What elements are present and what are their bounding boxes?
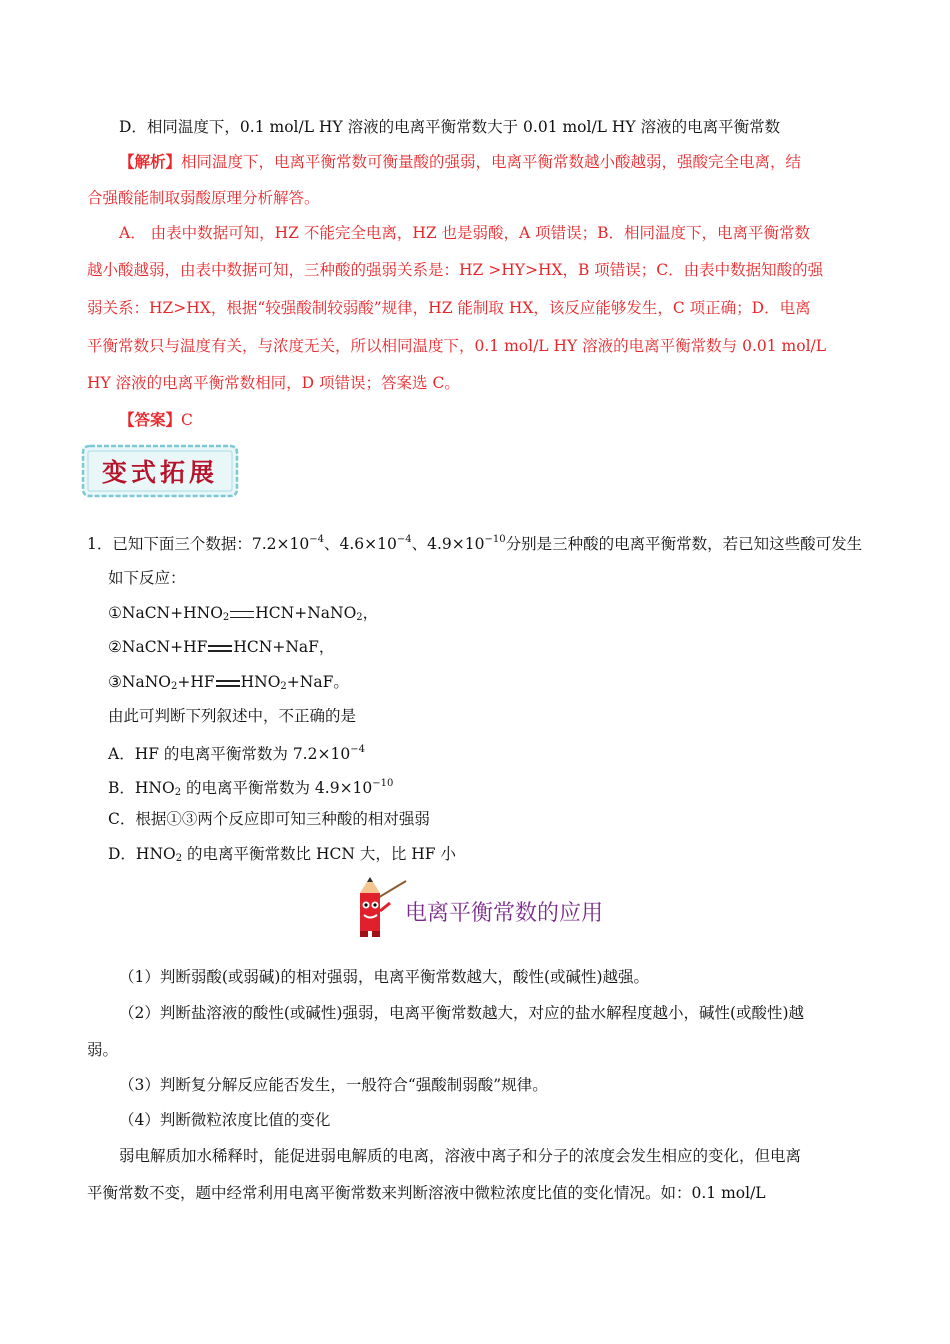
analysis-text-1: 相同温度下，电离平衡常数可衡量酸的强弱，电离平衡常数越小酸越弱，强酸完全电离，结 — [181, 153, 802, 171]
option-a-exp: −4 — [350, 744, 365, 755]
option-d-text-b: 的电离平衡常数比 HCN 大，比 HF 小 — [182, 845, 456, 863]
option-b-text-a: B．HNO — [108, 779, 175, 797]
equals-sign — [216, 680, 240, 687]
paragraph-4: （4）判断微粒浓度比值的变化 — [119, 1111, 331, 1129]
explain-line-3: 弱关系：HZ>HX，根据“较强酸制较弱酸”规律，HZ 能制取 HX，该反应能够发生，C 项正确；D．电离 — [87, 299, 811, 317]
reaction-3 — [108, 671, 349, 698]
stem-sep-2: 、4.9×10 — [411, 535, 485, 553]
r3-part-c: HNO — [240, 673, 281, 691]
explain-line-4: 平衡常数只与温度有关，与浓度无关，所以相同温度下，0.1 mol/L HY 溶液的电离平衡常数与 0.01 mol/L — [87, 337, 827, 355]
explain-line-2: 越小酸越弱，由表中数据可知，三种酸的强弱关系是：HZ >HY>HX，B 项错误；C．由表中数据知酸的强 — [87, 261, 824, 279]
equals-sign — [208, 645, 232, 652]
exp-3: −10 — [484, 534, 506, 545]
exp-1: −4 — [309, 534, 324, 545]
badge-label: 变式拓展 — [101, 458, 218, 487]
r3-sub-2: 2 — [280, 681, 287, 692]
explain-line-1: A． 由表中数据可知，HZ 不能完全电离，HZ 也是弱酸，A 项错误；B．相同温度下，电离平衡常数 — [119, 224, 811, 242]
option-c: C．根据①③两个反应即可知三种酸的相对强弱 — [108, 810, 430, 828]
stem-sep-1: 、4.6×10 — [324, 535, 397, 553]
option-d-text-a: D．HNO — [108, 845, 176, 863]
stem-part-b: 分别是三种酸的电离平衡常数，若已知这些酸可发生 — [505, 535, 863, 553]
analysis-line-2: 合强酸能制取弱酸原理分析解答。 — [87, 189, 320, 207]
reaction-1 — [108, 602, 378, 629]
r3-part-a: ③NaNO — [108, 673, 171, 691]
judge-line: 由此可判断下列叙述中，不正确的是 — [108, 707, 357, 725]
paragraph-2-line-2: 弱。 — [87, 1041, 119, 1059]
option-b — [108, 773, 393, 804]
pencil-mascot-icon — [346, 873, 410, 939]
r1-sub-1: 2 — [222, 612, 230, 623]
r3-part-b: +HF — [177, 673, 215, 691]
option-b-sub: 2 — [174, 787, 182, 798]
equals-sign — [230, 611, 254, 618]
r3-sub-1: 2 — [170, 681, 178, 692]
option-b-text-b: 的电离平衡常数为 4.9×10 — [181, 779, 373, 797]
r1-part-b: HCN+NaNO — [255, 604, 357, 622]
stem-part-a: 已知下面三个数据：7.2×10 — [112, 535, 310, 553]
option-d-sub: 2 — [175, 853, 183, 864]
r2-part-a: ②NaCN+HF — [108, 638, 208, 656]
analysis-line-1 — [119, 151, 801, 173]
answer-value: C — [181, 411, 193, 429]
section-title: 电离平衡常数的应用 — [405, 901, 604, 926]
paragraph-1: （1）判断弱酸(或弱碱)的相对强弱，电离平衡常数越大，酸性(或碱性)越强。 — [119, 968, 650, 986]
option-a — [108, 739, 365, 765]
paragraph-5-line-2: 平衡常数不变，题中经常利用电离平衡常数来判断溶液中微粒浓度比值的变化情况。如：0.1 mol/L — [87, 1184, 766, 1202]
reaction-2 — [108, 636, 334, 658]
option-b-exp: −10 — [372, 778, 394, 789]
option-d-text: D．相同温度下，0.1 mol/L HY 溶液的电离平衡常数大于 0.01 mol/L HY 溶液的电离平衡常数 — [119, 118, 781, 136]
r2-part-b: HCN+NaF， — [233, 638, 335, 656]
paragraph-5-line-1: 弱电解质加水稀释时，能促进弱电解质的电离，溶液中离子和分子的浓度会发生相应的变化，但电离 — [119, 1147, 802, 1165]
exp-2: −4 — [396, 534, 412, 545]
r1-sub-2: 2 — [356, 612, 363, 623]
answer-tag: 【答案】 — [119, 410, 182, 429]
option-d — [108, 843, 456, 870]
r1-part-c: ， — [362, 604, 379, 622]
paragraph-3: （3）判断复分解反应能否发生，一般符合“强酸制弱酸”规律。 — [119, 1076, 548, 1094]
r3-part-d: +NaF。 — [286, 673, 349, 691]
exercise-number: 1． — [87, 535, 113, 553]
variant-extension-badge — [80, 443, 240, 499]
exercise-stem-line-1 — [87, 529, 862, 555]
analysis-tag: 【解析】 — [119, 152, 182, 171]
exercise-stem-line-2: 如下反应： — [108, 569, 186, 587]
answer-line — [119, 409, 193, 431]
paragraph-2-line-1: （2）判断盐溶液的酸性(或碱性)强弱，电离平衡常数越大，对应的盐水解程度越小，碱性(或酸性)越 — [119, 1004, 805, 1022]
explain-line-5: HY 溶液的电离平衡常数相同，D 项错误；答案选 C。 — [87, 374, 460, 392]
r1-part-a: ①NaCN+HNO — [108, 604, 223, 622]
option-a-text: A．HF 的电离平衡常数为 7.2×10 — [108, 745, 351, 763]
